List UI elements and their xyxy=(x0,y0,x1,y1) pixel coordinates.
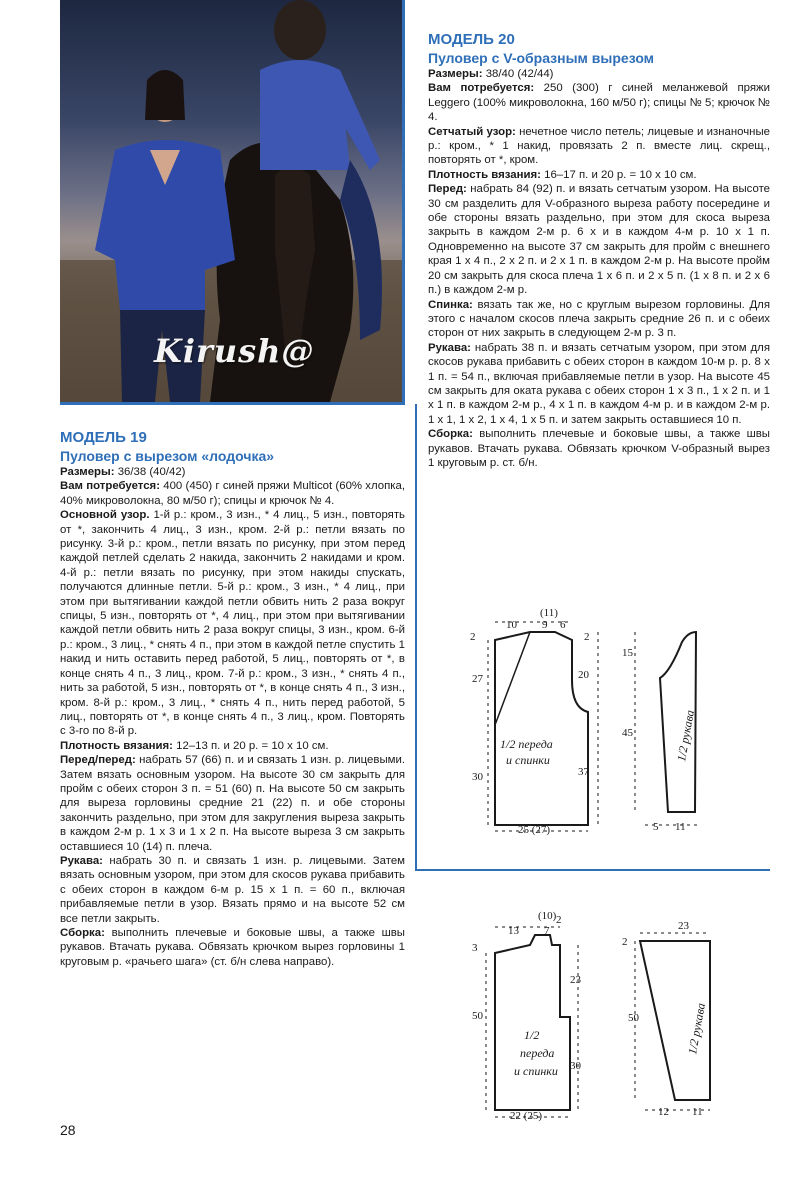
model19-text xyxy=(60,428,405,969)
model19-para: Основной узор. 1-й р.: кром., 3 изн., * 4 лиц., 5 изн., повторять от *, закончить 4 лиц., 3 изн., кром. 2-й р.: петли вязать по рисунку. 3-й р.: кром., петли вязать по рисунку, при этом перед каждой петлей сделать 2 накида, закончить 2 накидами и кром. 4-й р.: петли вязать по рисунку, при этом накиды спускать, получаются длинные петли. 5-й р.: кром., 3 изн., * 4 лиц., при этом при вытягивании каждой петли обвить нить 2 раза вокруг спицы, 5 изн., повторять от *, 4 лиц., при этом при вытягивании каждой петли обвить нить 2 раза вокруг спицы, 3 изн., кром. 6-й р.: кром., 3 лиц., * снять 4 п., при этом в каждой петле спустить 1 накид и нить оставить перед работой, 5 лиц., повторять от *, в конце снять 4 п., 3 лиц., кром. 7-й р.: кром., 3 изн., * снять 4 п., нить за работой, 5 изн., повторять от *, в конце снять 4 п., 3 изн., кром. 8-й р.: кром., 3 лиц., * снять 4 п., нить перед работой, 5 лиц., повторять от *, в конце снять 4 п., 3 лиц., кром. Повторять с 3-го по 8-й р. xyxy=(60,509,405,738)
dim-label: 50 xyxy=(628,1012,639,1024)
pattern-label: и спинки xyxy=(514,1064,558,1078)
pattern-label: переда xyxy=(520,1046,555,1060)
dim-label: 27 xyxy=(472,673,483,685)
page-number: 28 xyxy=(60,1122,76,1138)
photo-border-bottom xyxy=(60,402,405,405)
watermark: Kirush@ xyxy=(154,332,315,370)
dim-label: 22 (25) xyxy=(510,1110,543,1122)
dim-label: (10) xyxy=(538,910,557,922)
model19-para: Перед/перед: набрать 57 (66) п. и и связать 1 изн. р. лицевыми. Затем вязать основным узором. На высоте 30 см закрыть для пройм с обеих сторон 3 п. = 51 (60) п. На высоте 50 см закрыть для выреза горловины средние 21 (22) п. и обе стороны закончить раздельно, при этом для закругления выреза закрыть в каждом 2-м р. 1 х 3 и 1 х 2 п. На высоте выреза 3 см закрыть оставшиеся 10 (14) п. плеча. xyxy=(60,754,405,853)
model20-para: Перед: набрать 84 (92) п. и вязать сетчатым узором. На высоте 30 см разделить для V-образного выреза работу посередине и обе стороны вязать раздельно, при этом для скоса выреза закрыть в каждом 2-м р. 6 х и в каждом 4-м р. 10 х 1 п. Одновременно на высоте 37 см закрыть для пройм с внешнего края 1 х 4 п., 2 х 2 п. и 2 х 1 п. в каждом 2-м р. На высоте пройм 20 см закрыть для скоса плеча 1 х 6 п. и 2 х 5 п. (1 х 8 п. и 2 х 6 п.) в каждом 2-м р. xyxy=(428,183,770,297)
dim-label: 50 xyxy=(472,1010,483,1022)
model20-para: Рукава: набрать 38 п. и вязать сетчатым узором, при этом для скосов рукава прибавить с обеих сторон в каждом 10-м р. р. 8 х 1 п. = 54 п., включая прибавляемые петли в узор. На высоте 45 см закрыть для оката рукава с обеих сторон 1 х 3 п., 1 х 2 п. и 1 х 1 п. в каждом 2-м р., 4 х 1 п. в каждом 4-м р. и в каждом 2-м р. 1 х 1, 1 х 2, 1 х 4, 1 х 5 п. и затем закрыть оставшиеся 10 п. xyxy=(428,341,770,426)
model19-title: МОДЕЛЬ 19 xyxy=(60,429,147,446)
dim-label: 23 xyxy=(570,974,581,986)
dim-label: 37 xyxy=(578,766,589,778)
model-photo xyxy=(60,0,402,402)
pattern-label: 1/2 рукава xyxy=(685,1001,708,1056)
dim-label: 2 xyxy=(584,631,590,643)
dim-label: 9 xyxy=(542,619,548,631)
pattern-label: 1/2 переда xyxy=(500,737,553,751)
model20-sleeve-pattern xyxy=(622,632,700,833)
model20-text xyxy=(428,30,770,470)
photo-border-right xyxy=(402,0,405,404)
dim-label: 15 xyxy=(622,647,633,659)
dim-label: 5 xyxy=(653,821,659,833)
model19-para: Плотность вязания: 12–13 п. и 20 р. = 10 х 10 см. xyxy=(60,739,329,752)
dim-label: 30 xyxy=(570,1060,581,1072)
model19-para: Рукава: набрать 30 п. и связать 1 изн. р. лицевыми. Затем вязать основным узором, при этом для скосов рукава прибавить с обеих сторон в каждом 6-м р. 15 х 1 п. = 60 п., включая прибавляемые петли в узор. Вязать прямо и на высоте 52 см все петли закрыть. xyxy=(60,854,405,925)
dim-label: 2 xyxy=(556,914,562,926)
divider-horizontal xyxy=(415,869,770,871)
pattern-label: 1/2 рукава xyxy=(674,708,697,763)
dim-label: 2 xyxy=(470,631,476,643)
dim-label: (11) xyxy=(540,607,558,619)
dim-label: 3 xyxy=(472,942,478,954)
dim-label: 13 xyxy=(508,925,519,937)
model20-schematic xyxy=(460,600,770,840)
model20-para: Вам потребуется: 250 (300) г синей меланжевой пряжи Leggero (100% микроволокна, 160 м/50 г); спицы № 5; крючок № 4. xyxy=(428,82,770,124)
pattern-label: 1/2 xyxy=(524,1028,540,1042)
model19-schematic xyxy=(460,905,770,1125)
dim-label: 11 xyxy=(692,1106,703,1118)
model19-subtitle: Пуловер с вырезом «лодочка» xyxy=(60,448,275,464)
model19-para: Вам потребуется: 400 (450) г синей пряжи Multicot (60% хлопка, 40% микроволокна, 80 м/50 г); спицы и крючок № 4. xyxy=(60,480,406,507)
model20-para: Сборка: выполнить плечевые и боковые швы, а также швы рукавов. Втачать рукава. Обвязать крючком V-образный вырез 1 круговым р. ст. б/н. xyxy=(428,428,770,469)
model19-body-pattern xyxy=(472,910,582,1122)
dim-label: 6 xyxy=(560,619,566,631)
dim-label: 2 xyxy=(622,936,628,948)
dim-label: 20 xyxy=(578,669,589,681)
dim-label: 12 xyxy=(658,1106,669,1118)
dim-label: 30 xyxy=(472,771,483,783)
dim-label: 25 (27) xyxy=(518,824,551,836)
dim-label: 7 xyxy=(544,925,550,937)
dim-label: 10 xyxy=(506,619,517,631)
model20-subtitle: Пуловер с V-образным вырезом xyxy=(428,50,655,66)
dim-label: 45 xyxy=(622,727,633,739)
dim-label: 23 xyxy=(678,920,689,932)
pattern-label: и спинки xyxy=(506,753,550,767)
model19-para: Сборка: выполнить плечевые и боковые швы, а также швы рукавов. Втачать рукава. Обвязать крючком вырез горловины 1 круговым р. «рачьего шага» (ст. б/н слева направо). xyxy=(60,927,405,968)
model19-sleeve-pattern xyxy=(622,920,710,1118)
divider-vertical xyxy=(415,404,417,869)
model20-para: Спинка: вязать так же, но с круглым вырезом горловины. Для этого с началом скосов плеча закрыть средние 26 п. и с обеих сторон от них закрыть в следующем 2-м р. 3 п. xyxy=(428,298,770,340)
model20-title: МОДЕЛЬ 20 xyxy=(428,31,515,48)
model20-body-pattern xyxy=(470,607,598,836)
model19-para: Размеры: 36/38 (40/42) xyxy=(60,466,186,478)
dim-label: 11 xyxy=(675,821,686,833)
model20-para: Сетчатый узор: нечетное число петель; лицевые и изнаночные р.: кром., * 1 накид, провязать 2 п. вместе лиц. скрещ., повторять от *, кром. xyxy=(428,125,770,167)
model20-para: Плотность вязания: 16–17 п. и 20 р. = 10 х 10 см. xyxy=(428,168,697,181)
model20-para: Размеры: 38/40 (42/44) xyxy=(428,68,554,80)
